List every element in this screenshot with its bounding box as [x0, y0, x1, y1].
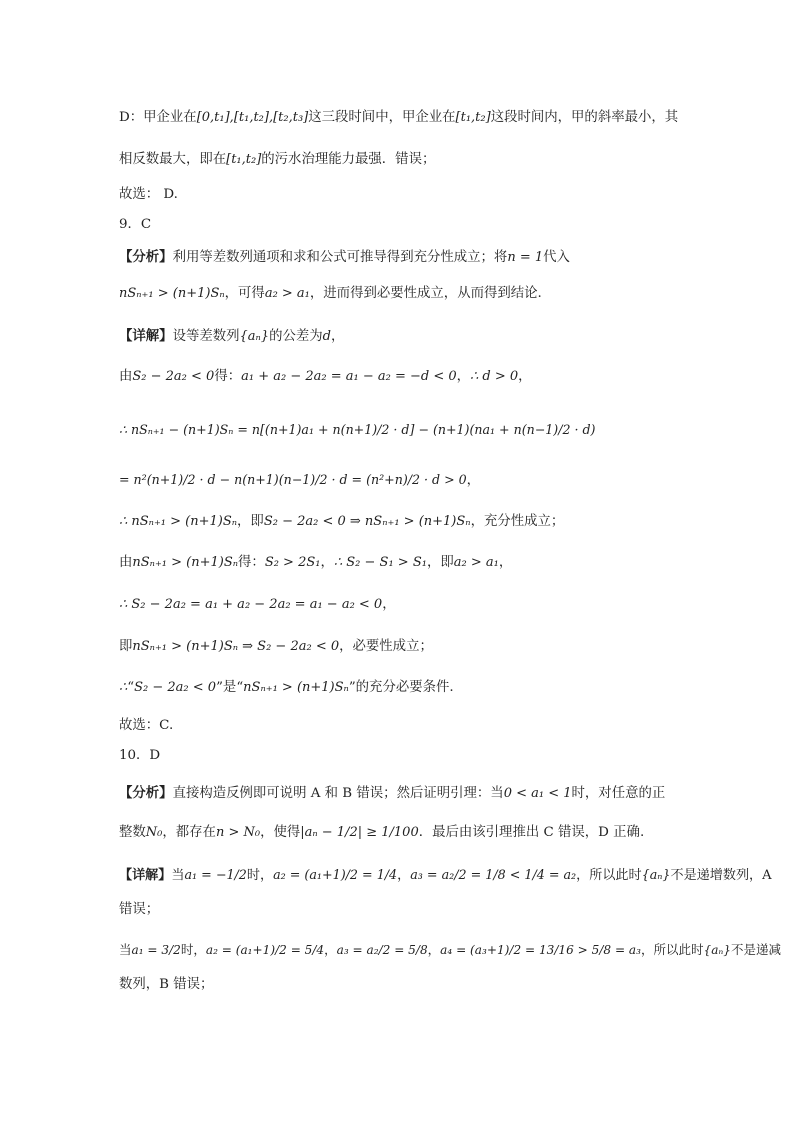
text-line — [119, 900, 159, 920]
text-run: ，所以此时 — [576, 868, 642, 883]
text-line — [119, 108, 678, 128]
text-run: 由 — [119, 369, 133, 384]
math-expression: n = 1 — [507, 250, 544, 265]
text-run: ，使得 — [260, 825, 301, 840]
math-expression: S₂ − 2a₂ < 0 — [132, 369, 215, 384]
text-run: 当 — [171, 868, 185, 883]
math-expression: nSₙ₊₁ > (n+1)Sₙ — [243, 680, 349, 695]
text-run: 利用等差数列通项和求和公式可推导得到充分性成立；将 — [172, 250, 508, 265]
text-line — [119, 783, 665, 804]
text-run: 即 — [119, 639, 133, 654]
text-run: ，必要性成立； — [339, 639, 433, 654]
math-expression: nSₙ₊₁ > (n+1)Sₙ — [119, 286, 225, 301]
text-run: 这三段时间中，甲企业在 — [308, 110, 456, 125]
math-expression: a₂ > a₁ — [453, 555, 499, 570]
math-expression: ∴ S₂ − S₁ > S₁ — [333, 555, 427, 570]
section-label: 【分析】 — [119, 249, 173, 265]
math-expression: nSₙ₊₁ > (n+1)Sₙ — [132, 555, 239, 570]
math-expression: S₂ − 2a₂ < 0 — [134, 680, 217, 695]
math-expression: [t₁,t₂] — [226, 152, 262, 167]
math-expression: ∴ S₂ − 2a₂ = a₁ + a₂ − 2a₂ = a₁ − a₂ < 0 — [119, 597, 383, 612]
text-run: 整数 — [119, 825, 146, 840]
text-run: D：甲企业在 — [119, 110, 197, 125]
text-run: 由 — [119, 555, 133, 570]
math-expression: a₁ + a₂ − 2a₂ = a₁ − a₂ = −d < 0 — [241, 369, 457, 384]
text-run: 故选：C. — [119, 718, 174, 733]
text-line — [119, 512, 564, 532]
text-line — [119, 746, 160, 766]
text-line — [119, 215, 151, 235]
text-line — [119, 553, 512, 573]
math-expression: 0 < a₁ < 1 — [503, 786, 572, 801]
text-run: ， — [466, 473, 481, 488]
math-expression: S₂ − 2a₂ < 0 ⇒ nSₙ₊₁ > (n+1)Sₙ — [263, 514, 471, 529]
text-run: 时， — [180, 942, 206, 957]
math-expression: a₁ = 3/2 — [131, 943, 181, 957]
text-run: ，都存在 — [162, 825, 216, 840]
text-line — [119, 284, 542, 304]
text-run: 的污水治理能力最强．错误； — [261, 152, 436, 167]
text-run: 不是递减 — [731, 942, 782, 957]
equation-line — [119, 420, 595, 441]
section-label: 【详解】 — [119, 328, 173, 344]
text-run: ， — [518, 369, 532, 384]
text-line — [119, 247, 570, 268]
text-line — [119, 975, 213, 995]
math-expression: [t₁,t₂] — [455, 110, 491, 125]
text-run: 代入 — [543, 250, 570, 265]
math-expression: a₂ > a₁ — [264, 286, 310, 301]
text-run: 数列，B 错误； — [119, 977, 214, 992]
text-run: ”的充分必要条件. — [348, 680, 454, 695]
text-run: 得： — [238, 555, 265, 570]
text-run: ，即 — [426, 555, 454, 570]
text-run: 10．D — [119, 748, 161, 763]
math-expression: [0,t₁],[t₁,t₂],[t₂,t₃] — [196, 110, 309, 125]
text-line — [119, 823, 644, 843]
math-expression: |aₙ − 1/2| ≥ 1/100 — [300, 825, 419, 840]
text-run: 的公差为 — [269, 329, 323, 344]
math-expression: n > N₀ — [215, 825, 261, 840]
math-expression: ∴ nSₙ₊₁ − (n+1)Sₙ = n[(n+1)a₁ + n(n+1)/2 · d] − (n+1)(na₁ + n(n−1)/2 · d) — [119, 422, 596, 437]
text-line — [119, 367, 532, 387]
text-run: 相反数最大，即在 — [119, 152, 227, 167]
math-expression: {aₙ} — [641, 867, 671, 882]
text-run: ，充分性成立； — [470, 514, 565, 529]
math-expression: a₃ = a₂/2 = 5/8 — [336, 943, 428, 957]
text-run: 设等差数列 — [172, 329, 240, 344]
text-run: 这段时间内，甲的斜率最小，其 — [490, 110, 679, 125]
section-label: 【详解】 — [119, 868, 172, 883]
text-run: “ — [127, 680, 135, 695]
text-run: ．最后由该引理推出 C 错误，D 正确. — [418, 825, 645, 840]
math-expression: a₁ = −1/2 — [184, 867, 247, 882]
text-line — [119, 185, 178, 205]
text-run: ， — [456, 369, 471, 384]
math-expression: a₃ = a₂/2 = 1/8 < 1/4 = a₂ — [410, 867, 577, 882]
text-line — [119, 716, 173, 736]
text-run: 得： — [214, 369, 242, 384]
text-line — [119, 150, 435, 170]
text-line — [119, 326, 344, 347]
text-run: 错误； — [119, 902, 160, 917]
math-expression: d — [322, 329, 331, 344]
text-run: ，所以此时 — [640, 942, 704, 957]
text-run: 直接构造反例即可说明 A 和 B 错误；然后证明引理：当 — [172, 786, 504, 801]
text-run: ， — [397, 868, 411, 883]
text-run: ，即 — [237, 514, 264, 529]
text-line — [119, 865, 772, 886]
text-run: ， — [320, 555, 334, 570]
section-label: 【分析】 — [119, 785, 173, 801]
math-expression: ∴ — [119, 680, 128, 695]
math-expression: {aₙ} — [703, 943, 732, 957]
text-run: ，可得 — [224, 286, 265, 301]
text-run: 时， — [246, 868, 274, 883]
text-run: ， — [382, 597, 396, 612]
text-run: 当 — [119, 942, 132, 957]
math-expression: a₂ = (a₁+1)/2 = 1/4 — [273, 867, 398, 882]
text-run: 9．C — [119, 217, 152, 232]
text-run: ”是“ — [216, 680, 244, 695]
text-run: ， — [324, 942, 337, 957]
text-line — [119, 595, 396, 615]
text-run: 不是递增数列，A — [670, 868, 772, 883]
math-expression: ∴ d > 0 — [470, 369, 519, 384]
math-expression: nSₙ₊₁ > (n+1)Sₙ ⇒ S₂ − 2a₂ < 0 — [132, 639, 340, 654]
text-line — [119, 637, 433, 657]
text-line — [119, 940, 781, 960]
text-run: ， — [427, 942, 441, 957]
math-expression: ∴ nSₙ₊₁ > (n+1)Sₙ — [119, 514, 238, 529]
math-expression: a₂ = (a₁+1)/2 = 5/4 — [205, 943, 325, 957]
math-expression: a₄ = (a₃+1)/2 = 13/16 > 5/8 = a₃ — [440, 943, 641, 957]
math-expression: N₀ — [145, 825, 163, 840]
text-run: 时，对任意的正 — [571, 786, 666, 801]
text-run: ， — [330, 329, 345, 344]
text-run: 故选： D. — [119, 187, 178, 202]
math-expression: S₂ > 2S₁ — [264, 555, 321, 570]
text-run: ，进而得到必要性成立，从而得到结论. — [309, 286, 542, 301]
text-run: ， — [498, 555, 513, 570]
equation-line — [119, 470, 480, 491]
math-expression: {aₙ} — [239, 329, 270, 344]
text-line — [119, 678, 454, 698]
math-expression: = n²(n+1)/2 · d − n(n+1)(n−1)/2 · d = (n²+n)/2 · d > 0 — [119, 472, 467, 487]
